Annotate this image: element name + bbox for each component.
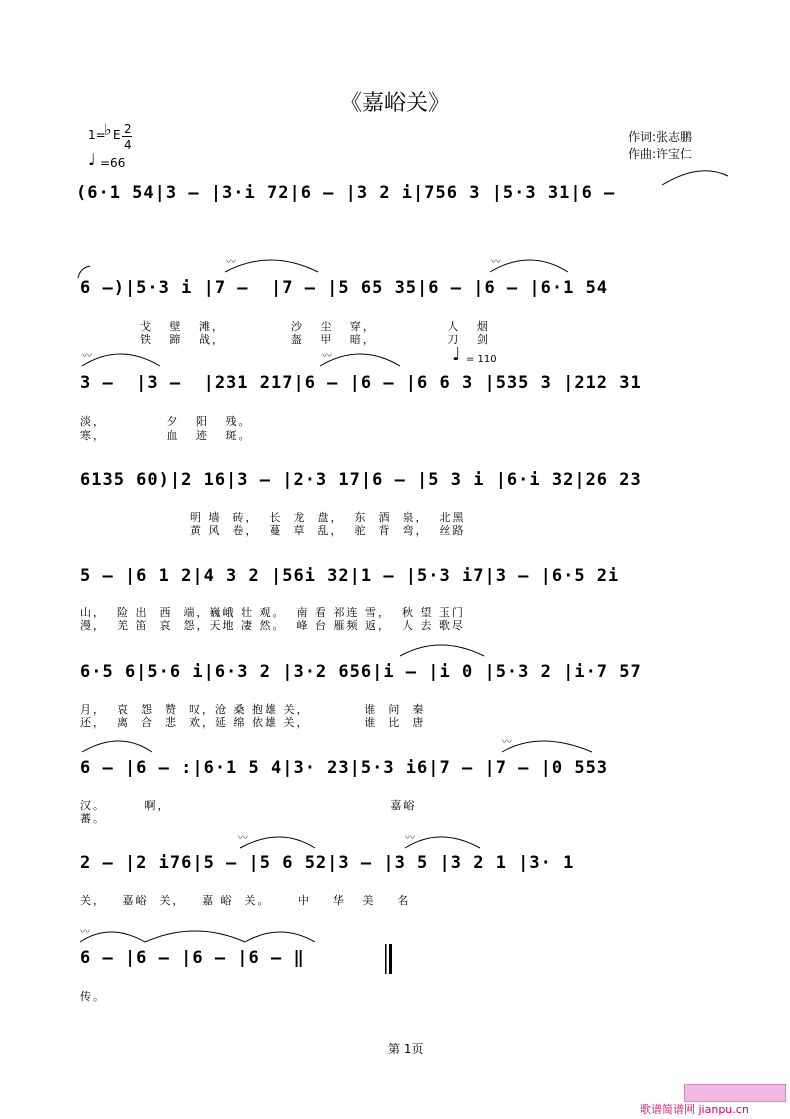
svg-text:〰: 〰 [80, 927, 90, 938]
lyric-line-9a: 传。 [80, 990, 106, 1003]
slur [490, 260, 568, 272]
notes-line-4: 6135 60)|2 16|3 – |2·3 17|6 – |5 3 i |6·i 32|26 23 [80, 470, 642, 490]
watermark-logo [684, 1084, 786, 1102]
slur [78, 266, 90, 278]
tempo-1: =66 [100, 156, 126, 170]
time-bottom: 4 [124, 138, 132, 152]
quarter-note-icon: ♩ [452, 344, 461, 365]
composer: 作曲:许宝仁 [628, 147, 693, 161]
slur [502, 741, 592, 752]
svg-text:〰: 〰 [238, 833, 248, 844]
slur [225, 260, 318, 272]
svg-text:〰: 〰 [491, 257, 501, 268]
svg-text:〰: 〰 [226, 257, 236, 268]
notes-line-8: 2 – |2 i76|5 – |5 6 52|3 – |3 5 |3 2 1 |3· 1 [80, 853, 575, 873]
lyric-line-4a: 明 墙 砖， 长 龙 盘， 东 酒 泉， 北黑 [190, 511, 466, 524]
lyric-line-7b: 蕃。 [80, 812, 106, 825]
lyric-line-2b: 铁 蹄 战， 盔 甲 暗， 刀 剑 [140, 333, 490, 346]
notes-line-9: 6 – |6 – |6 – |6 – ‖ [80, 948, 305, 968]
lyric-line-5a: 山， 险 出 西 端，巍峨 壮 观。 南 看 祁连 雪， 秋 望 玉门 [80, 606, 465, 619]
tempo-2: = 110 [466, 354, 497, 365]
slur [240, 837, 315, 848]
slur [245, 932, 315, 942]
key-prefix: 1= [88, 128, 106, 142]
lyric-line-2a: 戈 壁 滩， 沙 尘 穿， 人 烟 [140, 320, 490, 333]
notes-line-1: (6·1 54|3 – |3·i 72|6 – |3 2 i|756 3 |5·3 31|6 – [76, 183, 616, 203]
lyric-line-6a: 月， 哀 怨 赞 叹，沧 桑 抱雄 关， 谁 问 秦 [80, 703, 426, 716]
slur [145, 931, 245, 942]
quarter-note-icon: ♩ [88, 150, 96, 169]
svg-text:〰: 〰 [405, 833, 415, 844]
notes-line-3: 3 – |3 – |231 217|6 – |6 – |6 6 3 |535 3 |212 31 [80, 373, 642, 393]
watermark-text: 歌谱简谱网 jianpu.cn [640, 1103, 749, 1116]
notes-line-6: 6·5 6|5·6 i|6·3 2 |3·2 656|i – |i 0 |5·3 2 |i·7 57 [80, 662, 642, 682]
notes-line-5: 5 – |6 1 2|4 3 2 |56i 32|1 – |5·3 i7|3 – |6·5 2i [80, 566, 620, 586]
slur [405, 837, 480, 848]
lyric-line-4b: 黄 风 卷， 蔓 草 乱， 驼 背 弯， 丝路 [190, 524, 466, 537]
lyricist: 作词:张志鹏 [628, 130, 693, 144]
flat-sign: ♭ [104, 120, 112, 139]
slur [662, 171, 728, 185]
score-title: 《嘉峪关》 [339, 91, 450, 116]
lyric-line-8a: 关， 嘉峪 关， 嘉 峪 关。 中 华 美 名 [80, 894, 411, 907]
lyric-line-3a: 淡， 夕 阳 残。 [80, 415, 252, 428]
time-top: 2 [124, 122, 132, 136]
lyric-line-5b: 漫， 羌 笛 哀 怨，天地 凄 然。 峰 台 雁频 返， 人 去 歌尽 [80, 619, 465, 632]
page-number: 第 1页 [388, 1042, 424, 1056]
key-note: E [113, 128, 121, 142]
lyric-line-6b: 还， 离 合 悲 欢，延 绵 依雄 关， 谁 比 唐 [80, 716, 426, 729]
svg-text:〰: 〰 [82, 351, 92, 362]
svg-text:〰: 〰 [322, 351, 332, 362]
slur [400, 645, 484, 656]
slur [320, 354, 400, 366]
slur [82, 741, 152, 752]
lyric-line-7a: 汉。 啊， 嘉峪 [80, 799, 417, 812]
lyric-line-3b: 寒， 血 迹 斑。 [80, 429, 252, 442]
svg-text:〰: 〰 [502, 737, 512, 748]
slur [82, 354, 160, 366]
notes-line-7: 6 – |6 – :|6·1 5 4|3· 23|5·3 i6|7 – |7 – |0 553 [80, 758, 609, 778]
notes-line-2: 6 –)|5·3 i |7 – |7 – |5 65 35|6 – |6 – |6·1 54 [80, 278, 609, 298]
